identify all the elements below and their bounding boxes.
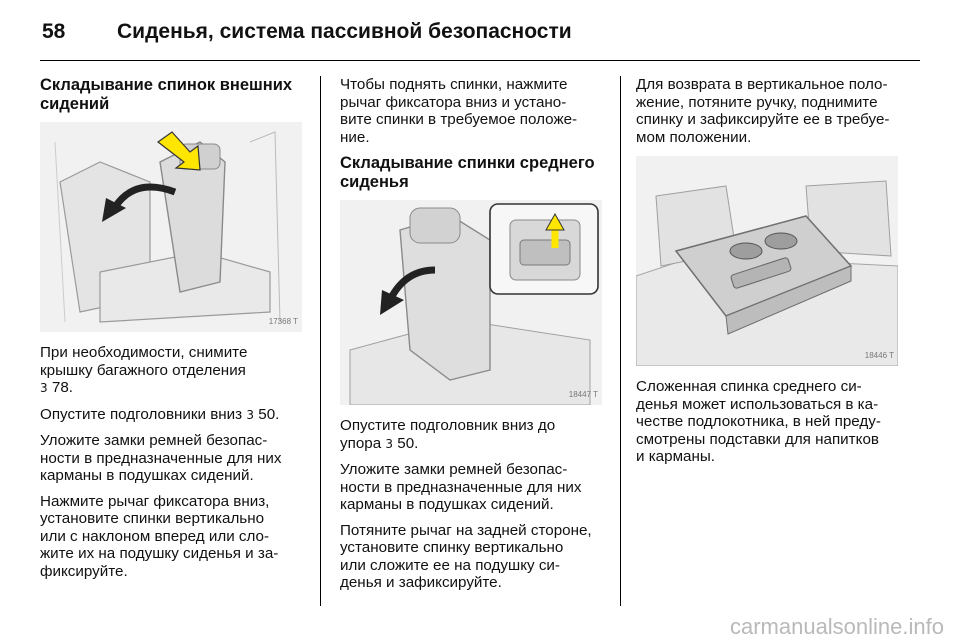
text-line: рычаг фиксатора вниз и устано- [340,93,567,111]
figure-code: 18446 T [864,350,894,360]
text-line: Сложенная спинка среднего си- [636,378,862,395]
page-title: Сиденья, система пассивной безопасности [117,20,572,43]
text-line: и карманы. [636,448,715,465]
column-3 [636,76,918,474]
figure-code: 17368 T [268,316,298,326]
column-1 [40,76,310,588]
page-reference[interactable]: 50. [397,434,419,452]
text-line: или сложите ее на подушку си- [340,556,560,574]
figure-center-seat-fold [340,200,602,405]
page-number: 58 [42,20,66,43]
figure-armrest-drawing [636,156,898,366]
text-line: спинку и зафиксируйте ее в требуе- [636,111,890,128]
text-line: жите их на подушку сиденья и за- [40,545,279,562]
text-line: карманы в подушках сидений. [340,496,554,513]
heading-line: сиденья [340,173,409,191]
figure-outer-seat-drawing [40,122,302,332]
page-reference-icon: 3 [40,381,48,395]
text-line: мом положении. [636,128,752,146]
page-reference-icon: 3 [385,436,394,451]
text-line: или с наклоном вперед или сло- [40,527,270,545]
column-2 [340,76,612,600]
text-line: Нажмите рычаг фиксатора вниз, [40,492,270,510]
text-line: упора [340,434,382,452]
paragraph-remove-cover [40,344,310,398]
paragraph-press-lever [40,493,310,581]
text-line: Потяните рычаг на задней стороне, [340,521,592,539]
text-line: Опустите подголовник вниз до [340,417,556,434]
text-line: честве подлокотника, в ней преду- [636,413,881,430]
figure-armrest [636,156,898,366]
figure-code: 18447 T [568,389,598,399]
paragraph-lower-headrest [340,417,612,453]
text-line: крышку багажного отделения [40,361,246,379]
column-divider-2 [620,76,621,606]
paragraph-pull-lever [340,522,612,592]
text-line: денья может использоваться в ка- [636,395,879,413]
watermark: carmanualsonline.info [729,614,944,639]
text-line: ности в предназначенные для них [340,478,582,496]
page-reference-icon: 3 [246,407,255,422]
detail-inset [490,204,598,294]
paragraph-belt-buckles-center [340,461,612,514]
text-line: фиксируйте. [40,562,128,580]
column-divider-1 [320,76,321,606]
paragraph-belt-buckles [40,432,310,485]
text-line: денья и зафиксируйте. [340,574,502,591]
page-reference[interactable]: 50. [258,405,280,423]
page-reference[interactable]: 78. [51,379,73,396]
paragraph-return-upright [636,76,918,146]
text-line: Чтобы поднять спинки, нажмите [340,76,568,93]
text-line: Уложите замки ремней безопас- [40,432,268,449]
text-line: При необходимости, снимите [40,344,248,361]
text-line: ности в предназначенные для них [40,449,282,467]
text-line: Опустите подголовники вниз [40,405,243,423]
paragraph-armrest-usage [636,378,918,466]
paragraph-lower-headrests [40,406,310,425]
text-line: установите спинки вертикально [40,510,265,527]
header-rule [40,60,920,61]
text-line: ние. [340,128,370,146]
section-heading-center-seat [340,154,612,192]
text-line: вите спинки в требуемое положе- [340,111,578,128]
paragraph-raise-backrests [340,76,612,146]
text-line: смотрены подставки для напитков [636,430,879,448]
text-line: Для возврата в вертикальное поло- [636,76,888,93]
text-line: жение, потяните ручку, поднимите [636,93,878,111]
heading-line: Складывание спинки среднего [340,154,595,172]
section-heading-outer-seats [40,76,310,114]
figure-center-seat-drawing [340,200,602,405]
heading-line: Складывание спинок внешних [40,76,293,94]
figure-outer-seat-fold [40,122,302,332]
heading-line: сидений [40,95,110,113]
text-line: карманы в подушках сидений. [40,467,254,484]
text-line: Уложите замки ремней безопас- [340,461,568,478]
text-line: установите спинку вертикально [340,539,564,556]
